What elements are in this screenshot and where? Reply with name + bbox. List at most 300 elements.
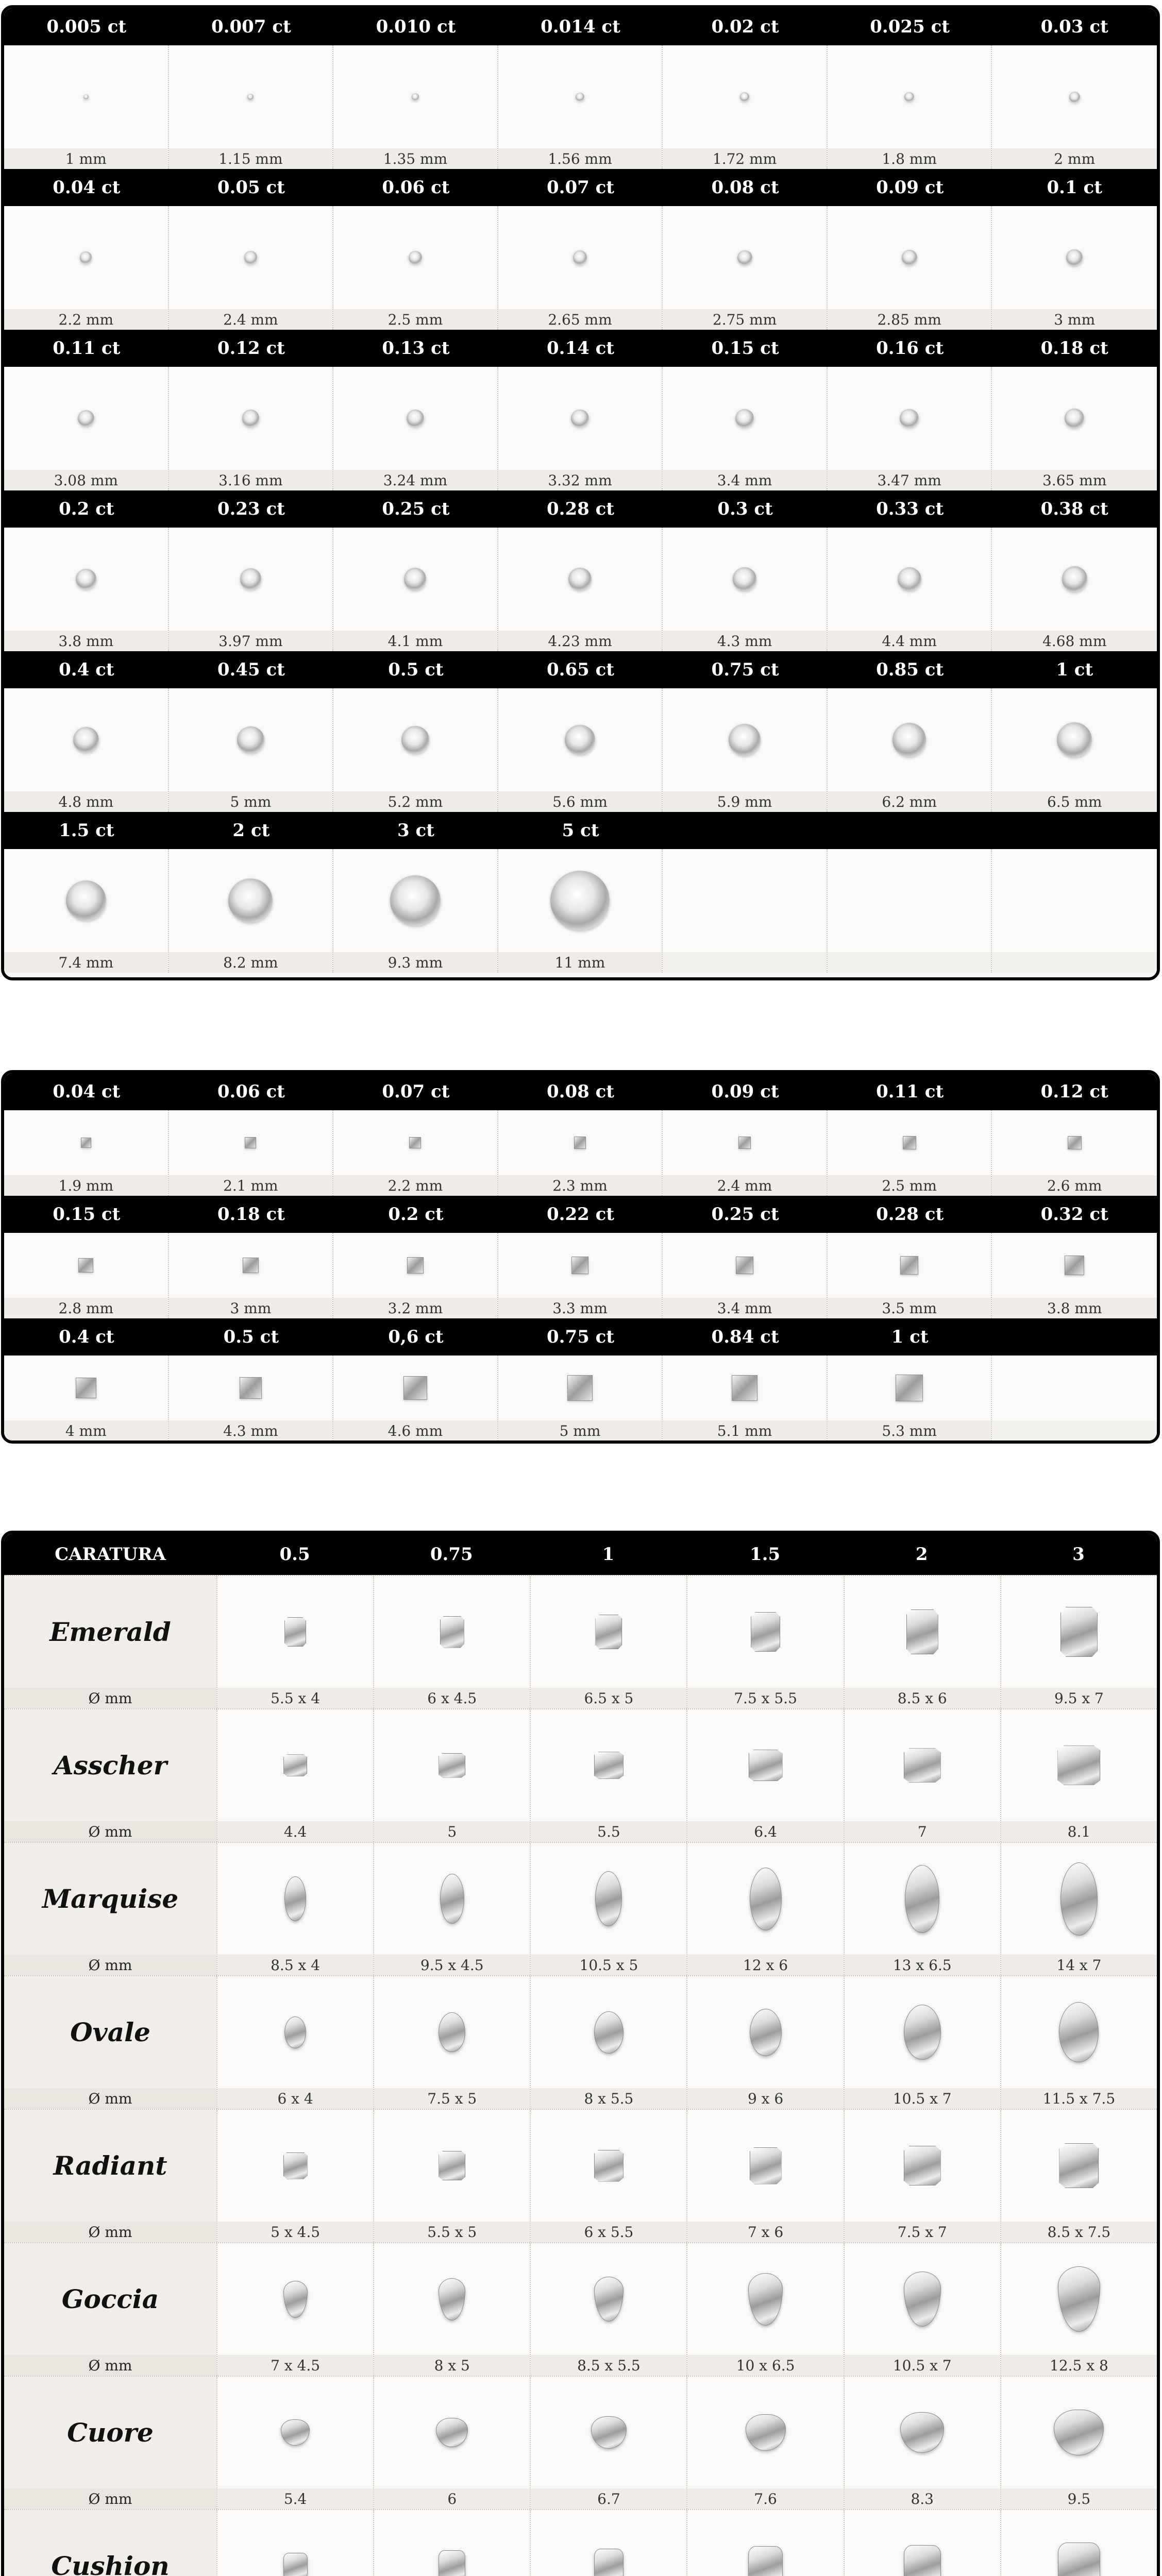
unit-label: Ø mm <box>4 2355 216 2376</box>
carat-label: 5 ct <box>562 820 599 841</box>
stone-cell <box>828 367 992 490</box>
carat-row <box>4 651 1157 812</box>
stone-image-area <box>531 1976 686 2088</box>
carat-label: 0.04 ct <box>53 1081 121 1102</box>
shape-stone-cell <box>530 1709 686 1842</box>
stone-image-area <box>217 1709 373 1821</box>
carat-label: 0.32 ct <box>1040 1204 1108 1225</box>
goccia-diamond-icon <box>1058 2266 1100 2332</box>
stone-image-area <box>828 528 991 631</box>
carat-label: 0.09 ct <box>711 1081 779 1102</box>
carat-label: 0.04 ct <box>53 177 121 198</box>
dimension-label: 6 x 4 <box>217 2088 373 2109</box>
princess-diamond-icon <box>571 1257 588 1274</box>
stone-image-area <box>169 688 333 791</box>
shape-name: Marquise <box>42 1884 179 1914</box>
mm-label <box>828 952 991 973</box>
mm-label: 4.3 mm <box>169 1420 333 1441</box>
stone-image-area <box>4 1355 168 1420</box>
dimension-label: 7.5 x 5.5 <box>687 1688 843 1708</box>
emerald-diamond-icon <box>284 1617 306 1647</box>
stone-image-area <box>333 1233 497 1298</box>
stone-image-area <box>4 688 168 791</box>
carat-label: 0.38 ct <box>1040 499 1108 519</box>
shape-name: Radiant <box>53 2150 167 2181</box>
dimension-label: 4.4 <box>217 1821 373 1842</box>
mm-label: 8.2 mm <box>169 952 333 973</box>
ovale-diamond-icon <box>1059 2002 1099 2062</box>
dimension-label: 7.6 <box>687 2488 843 2509</box>
stone-image-area <box>531 2110 686 2222</box>
stone-cell <box>828 1233 992 1318</box>
princess-diamond-icon <box>403 1376 427 1400</box>
shape-row <box>4 1708 1157 1842</box>
round-diamond-icon <box>571 410 589 428</box>
princess-diamond-icon <box>76 1378 96 1398</box>
mm-label: 3 mm <box>992 309 1157 330</box>
carat-label: 0.06 ct <box>217 1081 285 1102</box>
princess-diamond-icon <box>407 1257 424 1274</box>
carat-header-row <box>4 812 1157 849</box>
round-diamond-icon <box>237 726 264 754</box>
princess-diamond-icon <box>245 1137 256 1148</box>
stone-cell <box>498 1355 663 1441</box>
round-diamond-icon <box>573 250 587 265</box>
emerald-diamond-icon <box>595 1615 622 1649</box>
dimension-label: 8.5 x 7.5 <box>1001 2222 1157 2242</box>
shape-name-cell <box>4 2377 216 2509</box>
stone-cell <box>333 849 498 973</box>
stone-image-area <box>828 206 991 309</box>
stone-image-area <box>663 206 827 309</box>
stone-image-area <box>498 1355 662 1420</box>
carat-label: 0.07 ct <box>546 177 615 198</box>
round-diamond-icon <box>228 878 273 923</box>
cuore-diamond-icon <box>436 2418 468 2447</box>
shape-name-cell <box>4 1843 216 1975</box>
round-diamond-icon <box>735 409 754 428</box>
carat-row <box>4 330 1157 490</box>
shapes-header-row <box>4 1534 1157 1575</box>
stone-cell <box>992 206 1157 330</box>
carat-label: 0.15 ct <box>711 338 779 359</box>
stone-row <box>4 528 1157 651</box>
stone-image-area <box>992 45 1157 148</box>
carat-label: 0.005 ct <box>46 16 127 37</box>
shape-stone-cell <box>373 2377 530 2509</box>
round-diamond-icon <box>740 92 749 101</box>
carat-label: 0.28 ct <box>876 1204 944 1225</box>
dimension-label: 13 x 6.5 <box>845 1955 1000 1975</box>
stone-image-area <box>1001 2510 1157 2576</box>
stone-image-area <box>1001 1576 1157 1688</box>
round-diamond-icon <box>902 250 917 265</box>
stone-image-area <box>217 2377 373 2488</box>
mm-label: 4.4 mm <box>828 631 991 651</box>
carat-header-cell: 0.5 <box>279 1544 310 1565</box>
stone-image-area <box>1001 1976 1157 2088</box>
shape-stone-cell <box>844 1843 1000 1975</box>
round-diamond-icon <box>242 410 259 427</box>
stone-image-area <box>992 206 1157 309</box>
stone-cell <box>333 206 498 330</box>
dimension-label: 12 x 6 <box>687 1955 843 1975</box>
stone-image-area <box>687 2510 843 2576</box>
stone-cell <box>828 528 992 651</box>
princess-carat-table <box>1 1070 1160 1444</box>
dimension-label: 10.5 x 5 <box>531 1955 686 1975</box>
shape-stone-cell <box>844 1976 1000 2109</box>
shape-stone-cell <box>1000 2510 1157 2576</box>
stone-cell <box>498 45 663 169</box>
stone-cell <box>828 1110 992 1196</box>
ovale-diamond-icon <box>284 2016 306 2048</box>
round-diamond-icon <box>733 567 756 590</box>
mm-label: 2.5 mm <box>828 1175 991 1196</box>
mm-label: 2.3 mm <box>498 1175 662 1196</box>
round-diamond-icon <box>1065 409 1084 428</box>
fancy-shapes-table <box>1 1531 1160 2576</box>
shape-stone-cell <box>216 2377 373 2509</box>
carat-label: 0.08 ct <box>711 177 779 198</box>
shape-stone-cell <box>530 1976 686 2109</box>
shape-name: Emerald <box>49 1617 171 1647</box>
carat-label: 0.07 ct <box>382 1081 450 1102</box>
stone-row <box>4 688 1157 812</box>
ovale-diamond-icon <box>750 2009 782 2056</box>
dimension-label: 9.5 x 7 <box>1001 1688 1157 1708</box>
carat-header-row <box>4 8 1157 45</box>
mm-label <box>663 952 827 973</box>
emerald-diamond-icon <box>751 1612 780 1652</box>
emerald-diamond-icon <box>1060 1607 1098 1657</box>
round-diamond-icon <box>576 93 584 101</box>
shape-stone-cell <box>1000 1576 1157 1708</box>
ovale-diamond-icon <box>439 2012 465 2052</box>
ovale-diamond-icon <box>904 2005 941 2060</box>
shape-row <box>4 2109 1157 2242</box>
stone-cell <box>169 849 334 973</box>
carat-label: 2 ct <box>232 820 270 841</box>
stone-image-area <box>992 1233 1157 1298</box>
mm-label: 3.32 mm <box>498 470 662 490</box>
stone-image-area <box>498 849 662 952</box>
shape-name: Asscher <box>53 1750 167 1781</box>
dimension-label: 8.3 <box>845 2488 1000 2509</box>
mm-label: 5.6 mm <box>498 791 662 812</box>
radiant-diamond-icon <box>1059 2143 1099 2188</box>
marquise-diamond-icon <box>595 1871 622 1926</box>
goccia-diamond-icon <box>594 2277 624 2321</box>
stone-image-area <box>663 688 827 791</box>
dimension-label: 5.4 <box>217 2488 373 2509</box>
dimension-label: 10 x 6.5 <box>687 2355 843 2376</box>
shape-stone-cell <box>373 2110 530 2242</box>
mm-label: 2.2 mm <box>333 1175 497 1196</box>
marquise-diamond-icon <box>1060 1862 1098 1936</box>
stone-image-area <box>687 1709 843 1821</box>
dimension-label: 6 x 5.5 <box>531 2222 686 2242</box>
stone-image-area <box>217 1843 373 1955</box>
carat-row <box>4 169 1157 330</box>
carat-label: 0.5 ct <box>223 1327 279 1347</box>
cushion-diamond-icon <box>439 2550 465 2576</box>
stone-image-area <box>663 1233 827 1298</box>
stone-image-area <box>845 1976 1000 2088</box>
stone-cell <box>992 1110 1157 1196</box>
mm-label: 1.35 mm <box>333 148 497 169</box>
mm-label: 3.5 mm <box>828 1298 991 1318</box>
dimension-label: 7.5 x 7 <box>845 2222 1000 2242</box>
carat-label: 0.09 ct <box>876 177 944 198</box>
unit-label: Ø mm <box>4 2088 216 2109</box>
stone-image-area <box>1001 2110 1157 2222</box>
stone-image-area <box>169 1110 333 1175</box>
mm-label: 3.97 mm <box>169 631 333 651</box>
stone-cell <box>992 45 1157 169</box>
radiant-diamond-icon <box>439 2151 465 2180</box>
carat-label: 0,6 ct <box>388 1327 444 1347</box>
mm-label: 3.24 mm <box>333 470 497 490</box>
unit-label: Ø mm <box>4 1821 216 1842</box>
stone-image-area <box>374 2243 530 2355</box>
stone-cell <box>333 1355 498 1441</box>
carat-label: 0.23 ct <box>217 499 285 519</box>
mm-label: 2.8 mm <box>4 1298 168 1318</box>
shape-stone-cell <box>373 1709 530 1842</box>
stone-image-area <box>992 849 1157 952</box>
carat-label: 0.4 ct <box>59 1327 114 1347</box>
stone-image-area <box>687 1976 843 2088</box>
round-diamond-icon <box>409 251 422 264</box>
dimension-label: 9 x 6 <box>687 2088 843 2109</box>
asscher-diamond-icon <box>1057 1745 1100 1785</box>
stone-cell <box>992 528 1157 651</box>
round-diamond-icon <box>390 875 441 926</box>
stone-image-area <box>217 1976 373 2088</box>
stone-image-area <box>333 1110 497 1175</box>
round-diamond-icon <box>892 723 926 756</box>
mm-label: 4.1 mm <box>333 631 497 651</box>
mm-label: 1.72 mm <box>663 148 827 169</box>
carat-label: 0.08 ct <box>546 1081 615 1102</box>
princess-diamond-icon <box>243 1258 259 1274</box>
stone-cell <box>333 688 498 812</box>
mm-label: 4.8 mm <box>4 791 168 812</box>
dimension-label: 12.5 x 8 <box>1001 2355 1157 2376</box>
carat-label: 0.010 ct <box>376 16 456 37</box>
carat-label: 0.4 ct <box>59 659 114 680</box>
carat-label: 0.75 ct <box>546 1327 615 1347</box>
dimension-label: 7 <box>845 1821 1000 1842</box>
shape-stone-cell <box>216 1576 373 1708</box>
carat-label: 1 ct <box>1056 659 1093 680</box>
mm-label: 3.47 mm <box>828 470 991 490</box>
shape-stone-cell <box>530 2510 686 2576</box>
cushion-diamond-icon <box>748 2546 783 2576</box>
carat-label: 0.025 ct <box>870 16 950 37</box>
stone-cell <box>663 528 828 651</box>
stone-cell <box>169 206 334 330</box>
round-diamond-icon <box>76 569 96 589</box>
round-diamond-icon <box>900 409 918 428</box>
round-diamond-icon <box>737 250 752 265</box>
shape-name-cell <box>4 2243 216 2376</box>
carat-label: 0.84 ct <box>711 1327 779 1347</box>
dimension-label: 5.5 x 5 <box>374 2222 530 2242</box>
carat-label: 0.25 ct <box>382 499 450 519</box>
shape-stone-cell <box>1000 2110 1157 2242</box>
ovale-diamond-icon <box>594 2011 624 2054</box>
mm-label: 2 mm <box>992 148 1157 169</box>
carat-label: 0.14 ct <box>546 338 615 359</box>
shape-name-cell <box>4 1976 216 2109</box>
shape-stone-cell <box>686 1576 843 1708</box>
stone-image-area <box>498 1233 662 1298</box>
carat-header-cell: 0.75 <box>430 1544 473 1565</box>
dimension-label: 6 <box>374 2488 530 2509</box>
shape-name-cell <box>4 2510 216 2576</box>
shape-stone-cell <box>686 1843 843 1975</box>
cushion-diamond-icon <box>1058 2543 1100 2576</box>
carat-label: 0.25 ct <box>711 1204 779 1225</box>
stone-cell <box>828 1355 992 1441</box>
stone-cell <box>498 849 663 973</box>
mm-label: 3.65 mm <box>992 470 1157 490</box>
stone-cell <box>828 849 992 973</box>
stone-image-area <box>845 1709 1000 1821</box>
stone-image-area <box>217 2110 373 2222</box>
shape-stone-cell <box>373 1976 530 2109</box>
stone-image-area <box>687 1843 843 1955</box>
princess-diamond-icon <box>409 1137 421 1149</box>
carat-header-cell: 2 <box>915 1544 928 1565</box>
stone-cell <box>828 206 992 330</box>
mm-label: 3.16 mm <box>169 470 333 490</box>
stone-image-area <box>4 206 168 309</box>
mm-label: 5.9 mm <box>663 791 827 812</box>
mm-label: 9.3 mm <box>333 952 497 973</box>
mm-label: 2.75 mm <box>663 309 827 330</box>
round-diamond-icon <box>73 727 99 753</box>
mm-label: 5 mm <box>169 791 333 812</box>
stone-cell <box>992 1355 1157 1441</box>
stone-image-area <box>531 1843 686 1955</box>
stone-image-area <box>663 45 827 148</box>
stone-image-area <box>4 849 168 952</box>
mm-label: 2.65 mm <box>498 309 662 330</box>
mm-label: 5.3 mm <box>828 1420 991 1441</box>
stone-image-area <box>828 849 991 952</box>
mm-label: 11 mm <box>498 952 662 973</box>
dimension-label: 7 x 4.5 <box>217 2355 373 2376</box>
stone-cell <box>4 367 169 490</box>
carat-label: 0.12 ct <box>217 338 285 359</box>
stone-image-area <box>169 1355 333 1420</box>
carat-label: 0.11 ct <box>876 1081 944 1102</box>
stone-image-area <box>169 528 333 631</box>
stone-cell <box>663 1233 828 1318</box>
carat-label: 0.22 ct <box>546 1204 615 1225</box>
goccia-diamond-icon <box>439 2278 465 2320</box>
dimension-label: 9.5 <box>1001 2488 1157 2509</box>
mm-label: 6.2 mm <box>828 791 991 812</box>
stone-cell <box>4 1355 169 1441</box>
dimension-label: 6 x 4.5 <box>374 1688 530 1708</box>
cuore-diamond-icon <box>591 2416 627 2449</box>
stone-cell <box>169 1110 334 1196</box>
stone-image-area <box>333 206 497 309</box>
shape-name: Goccia <box>61 2284 159 2314</box>
princess-diamond-icon <box>78 1258 93 1273</box>
round-diamond-icon <box>1062 566 1087 591</box>
round-diamond-icon <box>66 880 106 921</box>
carat-label: 3 ct <box>397 820 434 841</box>
shape-row <box>4 2376 1157 2509</box>
dimension-label: 8.5 x 5.5 <box>531 2355 686 2376</box>
cushion-diamond-icon <box>904 2545 941 2576</box>
stone-image-area <box>828 688 991 791</box>
dimension-label: 8 x 5 <box>374 2355 530 2376</box>
marquise-diamond-icon <box>905 1865 939 1933</box>
mm-label: 1.56 mm <box>498 148 662 169</box>
stone-image-area <box>169 45 333 148</box>
mm-label: 2.2 mm <box>4 309 168 330</box>
shape-stone-cell <box>216 1843 373 1975</box>
mm-label: 2.1 mm <box>169 1175 333 1196</box>
stone-cell <box>663 1110 828 1196</box>
stone-image-area <box>531 1709 686 1821</box>
stone-image-area <box>992 367 1157 470</box>
round-diamond-icon <box>78 410 94 427</box>
mm-label: 3.3 mm <box>498 1298 662 1318</box>
stone-image-area <box>531 1576 686 1688</box>
shape-stone-cell <box>216 1976 373 2109</box>
round-diamond-icon <box>247 94 254 100</box>
round-diamond-icon <box>240 568 262 590</box>
mm-label: 2.4 mm <box>169 309 333 330</box>
carat-header-row <box>4 651 1157 688</box>
carat-label <box>663 812 828 849</box>
dimension-label: 6.7 <box>531 2488 686 2509</box>
radiant-diamond-icon <box>283 2153 308 2179</box>
carat-row <box>4 1196 1157 1318</box>
round-diamond-icon <box>407 410 424 427</box>
radiant-diamond-icon <box>594 2150 624 2182</box>
mm-label: 3.2 mm <box>333 1298 497 1318</box>
stone-cell <box>4 688 169 812</box>
stone-cell <box>498 528 663 651</box>
shape-stone-cell <box>686 1976 843 2109</box>
shape-stone-cell <box>686 2377 843 2509</box>
carat-header-row <box>4 1073 1157 1110</box>
shape-name: Cushion <box>51 2551 170 2576</box>
stone-cell <box>169 45 334 169</box>
mm-label: 4.6 mm <box>333 1420 497 1441</box>
stone-image-area <box>4 367 168 470</box>
stone-image-area <box>1001 1709 1157 1821</box>
round-diamond-icon <box>1066 249 1083 266</box>
stone-cell <box>828 45 992 169</box>
mm-label: 4.23 mm <box>498 631 662 651</box>
stone-image-area <box>374 2510 530 2576</box>
mm-label: 1.9 mm <box>4 1175 168 1196</box>
stone-image-area <box>531 2243 686 2355</box>
stone-image-area <box>1001 2377 1157 2488</box>
stone-image-area <box>4 1233 168 1298</box>
carat-label <box>828 812 992 849</box>
mm-label: 3.4 mm <box>663 1298 827 1318</box>
